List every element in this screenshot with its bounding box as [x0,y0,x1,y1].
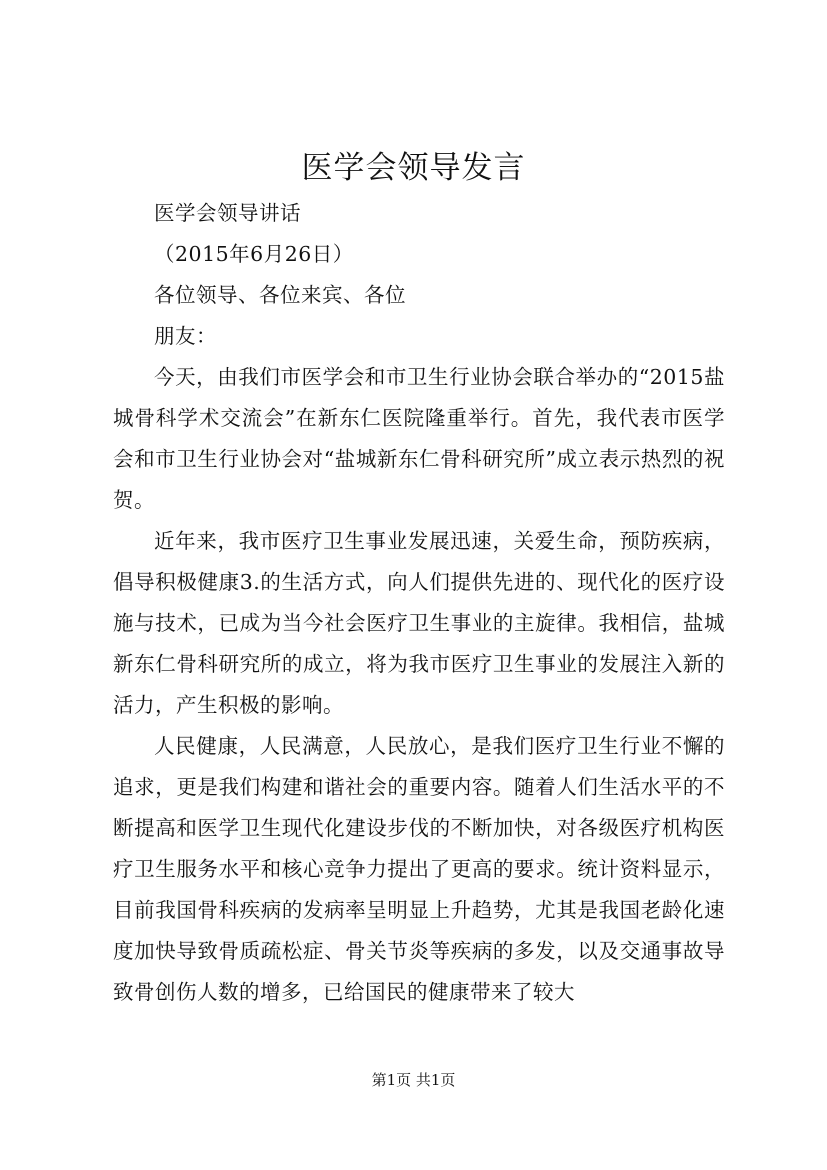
paragraph-salutation: 各位领导、各位来宾、各位 [154,283,406,307]
paragraph-salutation-end: 朋友： [154,324,217,348]
page-footer: 第1页 共1页 [371,1071,456,1089]
document-body [113,193,725,1013]
paragraph-body-3: 人民健康，人民满意，人民放心，是我们医疗卫生行业不懈的追求，更是我们构建和谐社会的重要内容。随着人们生活水平的不断提高和医学卫生现代化建设步伐的不断加快，对各级医疗机构医疗卫生服务水平和核心竞争力提出了更高的要求。统计资料显示，目前我国骨科疾病的发病率呈明显上升趋势，尤其是我国老龄化速度加快导致骨质疏松症、骨关节炎等疾病的多发，以及交通事故导致骨创伤人数的增多，已给国民的健康带来了较大 [113,734,725,1004]
paragraph-date: （2015年6月26日） [154,242,354,266]
paragraph-subtitle: 医学会领导讲话 [154,201,301,225]
paragraph-body-1: 今天，由我们市医学会和市卫生行业协会联合举办的“2015盐城骨科学术交流会”在新东仁医院隆重举行。首先，我代表市医学会和市卫生行业协会对“盐城新东仁骨科研究所”成立表示热烈的祝贺。 [113,365,725,512]
document-title: 医学会领导发言 [301,150,526,186]
paragraph-body-2: 近年来，我市医疗卫生事业发展迅速，关爱生命，预防疾病，倡导积极健康3.的生活方式，向人们提供先进的、现代化的医疗设施与技术，已成为当今社会医疗卫生事业的主旋律。我相信，盐城新东仁骨科研究所的成立，将为我市医疗卫生事业的发展注入新的活力，产生积极的影响。 [113,529,725,717]
